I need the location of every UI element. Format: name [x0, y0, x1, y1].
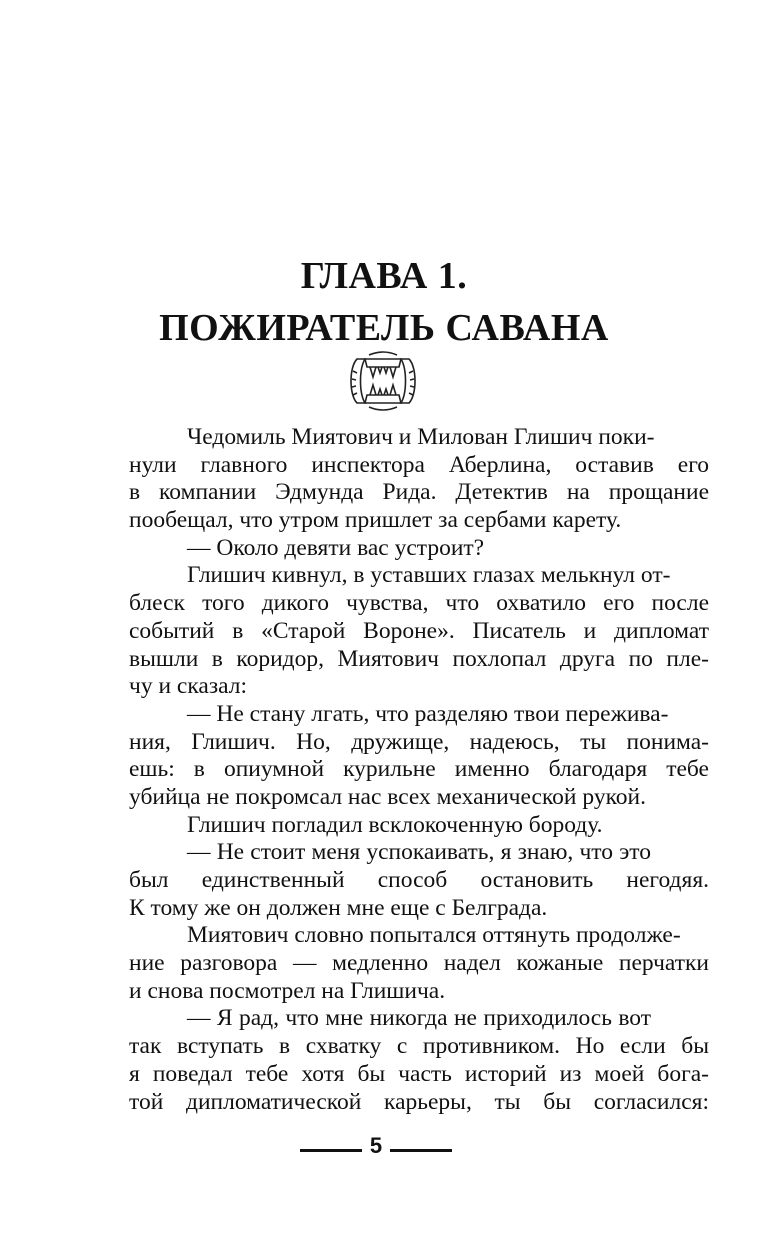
- text-line: — Около девяти вас устроит?: [187, 534, 485, 561]
- text-line: в компании Эдмунда Рида. Детектив на прощание: [129, 479, 709, 506]
- text-line: ние разговора — медленно надел кожаные перчатки: [129, 950, 709, 977]
- text-line: пообещал, что утром пришлет за сербами карету.: [129, 507, 622, 534]
- footer-rule-left: [300, 1149, 362, 1152]
- chapter-title-line-1: ГЛАВА 1.: [300, 255, 468, 297]
- text-line: ешь: в опиумной курильне именно благодаря тебе: [129, 756, 709, 783]
- text-line: К тому же он должен мне еще с Белграда.: [129, 894, 548, 921]
- text-line: Глишич погладил всклокоченную бороду.: [187, 811, 603, 838]
- text-line: — Не стоит меня успокаивать, я знаю, что это: [187, 839, 651, 866]
- text-line: событий в «Старой Вороне». Писатель и дипломат: [129, 617, 709, 644]
- body-text: [129, 424, 709, 1116]
- page-number: 5: [369, 1133, 383, 1158]
- chapter-title-line-2: ПОЖИРАТЕЛЬ САВАНА: [159, 307, 609, 349]
- text-line: той дипломатической карьеры, ты бы согласился:: [129, 1088, 709, 1115]
- text-line: ния, Глишич. Но, дружище, надеюсь, ты понима-: [129, 728, 709, 755]
- text-line: Глишич кивнул, в уставших глазах мелькнул от-: [187, 562, 671, 589]
- text-line: вышли в коридор, Миятович похлопал друга по пле-: [129, 645, 709, 672]
- text-line: нули главного инспектора Аберлина, оставив его: [129, 451, 709, 478]
- text-line: я поведал тебе хотя бы часть историй из моей бога-: [129, 1060, 709, 1087]
- chapter-title: [0, 250, 768, 354]
- fangs-ornament-icon: [343, 347, 423, 415]
- footer-rule-right: [390, 1149, 452, 1152]
- text-line: Миятович словно попытался оттянуть продолже-: [187, 922, 681, 949]
- text-line: так вступать в схватку с противником. Но если бы: [129, 1033, 709, 1060]
- text-line: и снова посмотрел на Глишича.: [129, 977, 446, 1004]
- text-line: — Я рад, что мне никогда не приходилось вот: [187, 1005, 651, 1032]
- text-line: был единственный способ остановить негодяя.: [129, 867, 709, 893]
- page-footer: [0, 1127, 768, 1167]
- text-line: убийца не покромсал нас всех механической рукой.: [129, 783, 646, 810]
- text-line: Чедомиль Миятович и Милован Глишич поки-: [187, 424, 655, 450]
- text-line: — Не стану лгать, что разделяю твои пережива-: [187, 700, 669, 727]
- text-line: чу и сказал:: [129, 673, 247, 700]
- text-line: блеск того дикого чувства, что охватило его после: [129, 590, 709, 617]
